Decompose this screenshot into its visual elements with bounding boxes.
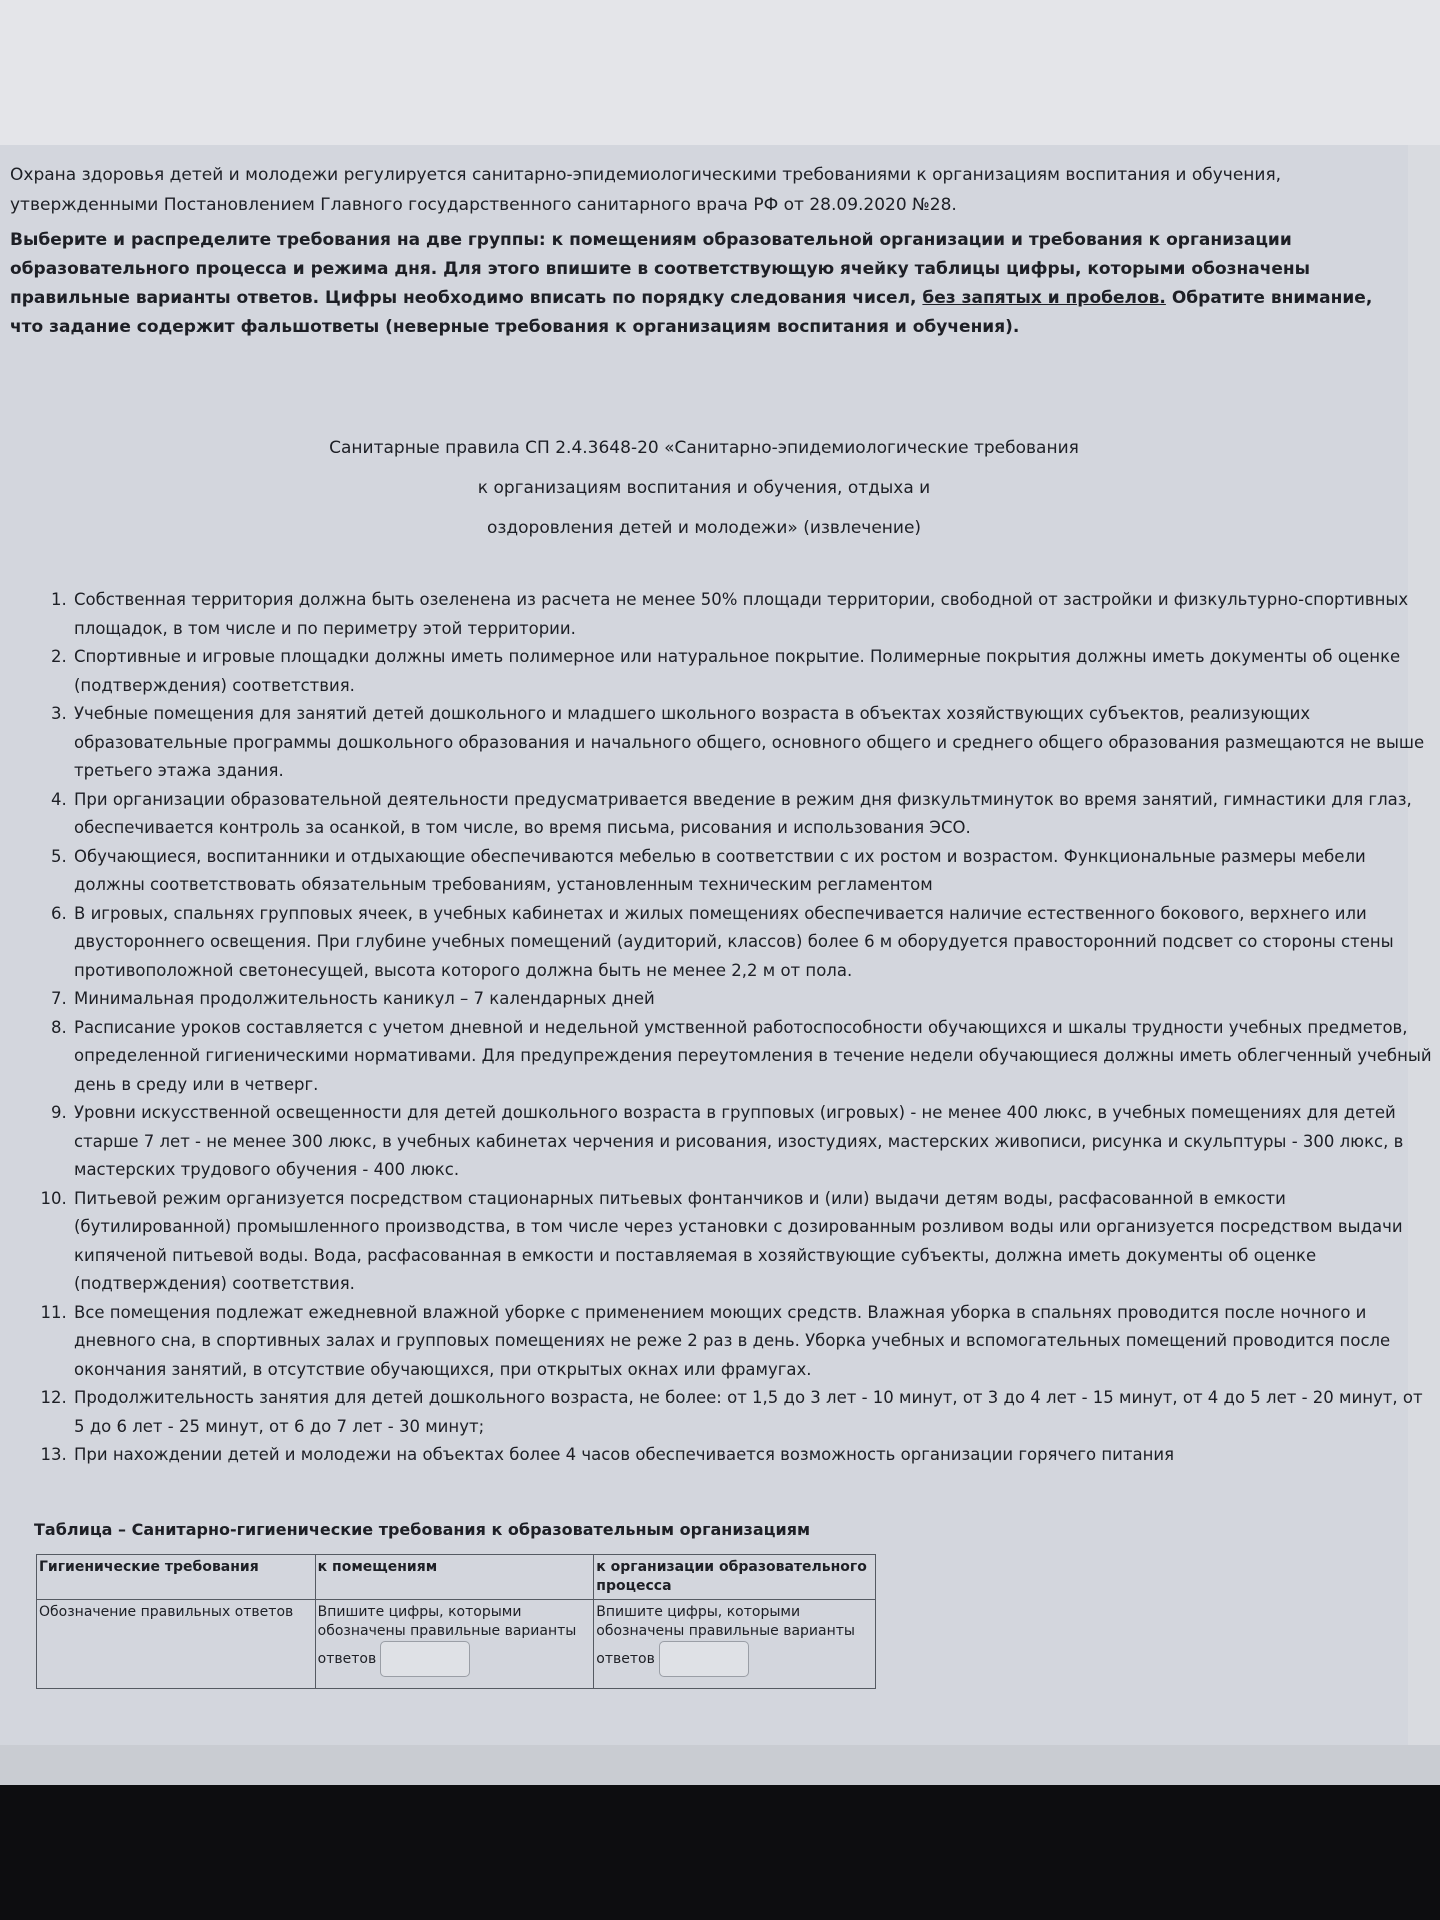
table-row xyxy=(37,1600,876,1689)
rules-heading-line-3: оздоровления детей и молодежи» (извлечение) xyxy=(486,518,922,538)
list-item: 13. При нахождении детей и молодежи на объектах более 4 часов обеспечивается возможность организации горячего питания xyxy=(72,1441,1432,1470)
row-label: Обозначение правильных ответов xyxy=(37,1600,316,1689)
list-item: 4. При организации образовательной деятельности предусматривается введение в режим дня физкультминуток во время занятий, гимнастики для глаз, обеспечивается контроль за осанкой, в том числе, во время письма, рисования и использования ЭСО. xyxy=(72,786,1432,843)
list-item: 7. Минимальная продолжительность каникул – 7 календарных дней xyxy=(72,985,1432,1014)
list-item: 5. Обучающиеся, воспитанники и отдыхающие обеспечиваются мебелью в соответствии с их ростом и возрастом. Функциональные размеры мебели должны соответствовать обязательным требованиям, установленным техническим регламентом xyxy=(72,843,1432,900)
list-item: 1. Собственная территория должна быть озеленена из расчета не менее 50% площади территории, свободной от застройки и физкультурно-спортивных площадок, в том числе и по периметру этой территории. xyxy=(72,586,1432,643)
table-caption: Таблица – Санитарно-гигиенические требования к образовательным организациям xyxy=(34,1520,811,1539)
process-answer-cell xyxy=(594,1600,876,1689)
premises-answer-input[interactable] xyxy=(380,1641,470,1677)
cell-hint: Впишите цифры, которыми обозначены правильные варианты ответов xyxy=(317,1604,577,1667)
list-item: 12. Продолжительность занятия для детей дошкольного возраста, не более: от 1,5 до 3 лет - 10 минут, от 3 до 4 лет - 15 минут, от 4 до 5 лет - 20 минут, от 5 до 6 лет - 25 минут, от 6 до 7 лет - 30 минут; xyxy=(72,1384,1432,1441)
list-item: 8. Расписание уроков составляется с учетом дневной и недельной умственной работоспособности обучающихся и шкалы трудности учебных предметов, определенной гигиеническими нормативами. Для предупреждения переутомления в течение недели обучающиеся должны иметь облегченный учебный день в среду или в четверг. xyxy=(72,1014,1432,1100)
list-item: 11. Все помещения подлежат ежедневной влажной уборке с применением моющих средств. Влажная уборка в спальнях проводится после ночного и дневного сна, в спортивных залах и групповых помещениях не реже 2 раз в день. Уборка учебных и вспомогательных помещений проводится после окончания занятий, в отсутствие обучающихся, при открытых окнах или фрамугах. xyxy=(72,1299,1432,1385)
header-premises: к помещениям xyxy=(315,1555,594,1600)
rules-heading-line-2: к организациям воспитания и обучения, отдыха и xyxy=(477,478,931,498)
process-answer-input[interactable] xyxy=(659,1641,749,1677)
monitor-bezel xyxy=(0,1785,1440,1920)
list-item: 6. В игровых, спальнях групповых ячеек, в учебных кабинетах и жилых помещениях обеспечивается наличие естественного бокового, верхнего или двустороннего освещения. При глубине учебных помещений (аудиторий, классов) более 6 м оборудуется правосторонний подсвет со стороны стены противоположной светонесущей, высота которого должна быть не менее 2,2 м от пола. xyxy=(72,900,1432,986)
list-item: 2. Спортивные и игровые площадки должны иметь полимерное или натуральное покрытие. Полимерные покрытия должны иметь документы об оценке (подтверждения) соответствия. xyxy=(72,643,1432,700)
cell-hint: Впишите цифры, которыми обозначены правильные варианты ответов xyxy=(596,1604,855,1667)
instruction-part-1: Выберите и распределите требования на две группы: к помещениям образовательной организации и требования к организации образовательного процесса и режима дня. Для этого впишите в соответствующую ячейку таблицы цифры, которыми обозначены правильные варианты ответов. Цифры необходимо вписать по порядку следования чисел, xyxy=(10,230,1311,308)
rules-heading-line-1: Санитарные правила СП 2.4.3648-20 «Санитарно-эпидемиологические требования xyxy=(329,438,1079,458)
list-item: 3. Учебные помещения для занятий детей дошкольного и младшего школьного возраста в объектах хозяйствующих субъектов, реализующих образовательные программы дошкольного образования и начального общего, основного общего и среднего общего образования размещаются не выше третьего этажа здания. xyxy=(72,700,1432,786)
header-hygiene-requirements: Гигиенические требования xyxy=(37,1555,316,1600)
intro-text: Охрана здоровья детей и молодежи регулируется санитарно-эпидемиологическими требованиями к организациям воспитания и обучения, утвержденными Постановлением Главного государственного санитарного врача РФ от 28.09.2020 №28. xyxy=(10,165,1282,215)
top-band xyxy=(0,0,1440,145)
requirements-table xyxy=(36,1554,876,1689)
instruction-underlined: без запятых и пробелов. xyxy=(922,288,1166,308)
header-process: к организации образовательного процесса xyxy=(594,1555,876,1600)
rules-heading xyxy=(0,428,1408,548)
instruction-text xyxy=(10,226,1390,342)
list-item: 9. Уровни искусственной освещенности для детей дошкольного возраста в групповых (игровых) - не менее 400 люкс, в учебных помещениях для детей старше 7 лет - не менее 300 люкс, в учебных кабинетах черчения и рисования, изостудиях, мастерских живописи, рисунка и скульптуры - 300 люкс, в мастерских трудового обучения - 400 люкс. xyxy=(72,1099,1432,1185)
requirements-list xyxy=(40,586,1432,1470)
bottom-bar xyxy=(0,1745,1440,1785)
instruction-part-2: Обратите внимание, что задание содержит фальшответы (неверные требования к организациям воспитания и обучения). xyxy=(10,288,1373,337)
premises-answer-cell xyxy=(315,1600,594,1689)
table-header-row xyxy=(37,1555,876,1600)
list-item: 10. Питьевой режим организуется посредством стационарных питьевых фонтанчиков и (или) выдачи детям воды, расфасованной в емкости (бутилированной) промышленного производства, в том числе через установки с дозированным розливом воды или организуется посредством выдачи кипяченой питьевой воды. Вода, расфасованная в емкости и поставляемая в хозяйствующие субъекты, должна иметь документы об оценке (подтверждения) соответствия. xyxy=(72,1185,1432,1299)
